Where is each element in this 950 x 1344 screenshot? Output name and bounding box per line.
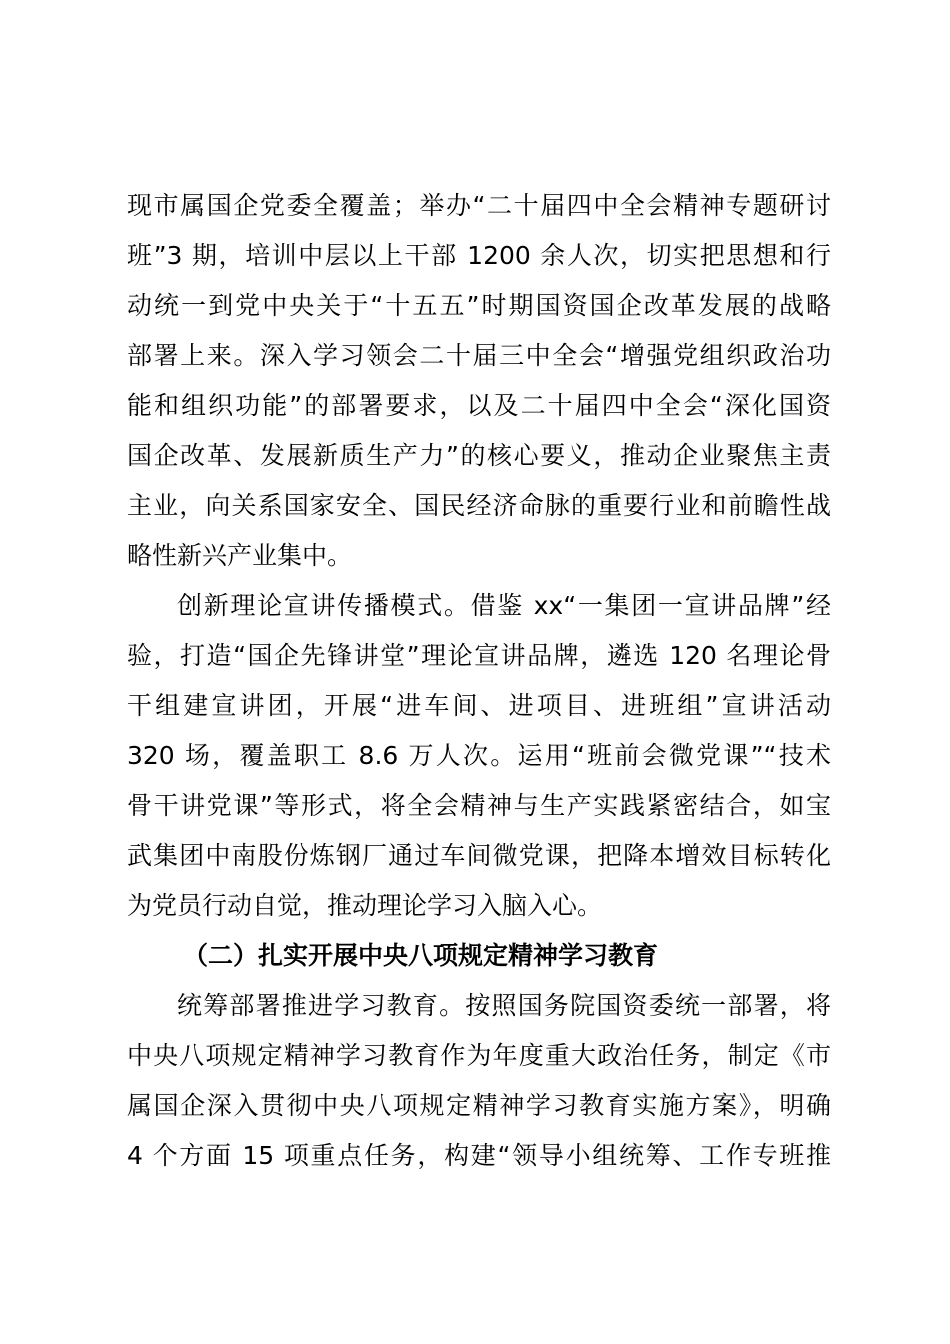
paragraph-1-line-8: 略性新兴产业集中。 xyxy=(127,541,353,570)
paragraph-1-line-7: 主业，向关系国家安全、国民经济命脉的重要行业和前瞻性战 xyxy=(127,491,831,520)
paragraph-2-line-6: 武集团中南股份炼钢厂通过车间微党课，把降本增效目标转化 xyxy=(127,841,831,870)
paragraph-3-line-2: 中央八项规定精神学习教育作为年度重大政治任务，制定《市 xyxy=(127,1041,831,1070)
paragraph-1-line-3: 动统一到党中央关于“十五五”时期国资国企改革发展的战略 xyxy=(127,291,831,320)
paragraph-2-line-1: 创新理论宣讲传播模式。借鉴 xx“一集团一宣讲品牌”经 xyxy=(177,591,831,620)
paragraph-2-line-2: 验，打造“国企先锋讲堂”理论宣讲品牌，遴选 120 名理论骨 xyxy=(127,641,831,670)
paragraph-3-line-1: 统筹部署推进学习教育。按照国务院国资委统一部署，将 xyxy=(177,991,831,1020)
paragraph-3-line-3: 属国企深入贯彻中央八项规定精神学习教育实施方案》，明确 xyxy=(127,1091,831,1120)
paragraph-2-line-5: 骨干讲党课”等形式，将全会精神与生产实践紧密结合，如宝 xyxy=(127,791,831,820)
paragraph-1-line-2: 班”3 期，培训中层以上干部 1200 余人次，切实把思想和行 xyxy=(127,241,831,270)
paragraph-2-line-3: 干组建宣讲团，开展“进车间、进项目、进班组”宣讲活动 xyxy=(127,691,831,720)
paragraph-1-line-6: 国企改革、发展新质生产力”的核心要义，推动企业聚焦主责 xyxy=(127,441,831,470)
paragraph-2-line-7: 为党员行动自觉，推动理论学习入脑入心。 xyxy=(127,891,603,920)
paragraph-1-line-1: 现市属国企党委全覆盖；举办“二十届四中全会精神专题研讨 xyxy=(127,191,831,220)
paragraph-2-line-4: 320 场，覆盖职工 8.6 万人次。运用“班前会微党课”“技术 xyxy=(127,741,831,770)
paragraph-3-line-4: 4 个方面 15 项重点任务，构建“领导小组统筹、工作专班推 xyxy=(127,1141,831,1170)
section-heading: （二）扎实开展中央八项规定精神学习教育 xyxy=(183,941,659,970)
paragraph-1-line-5: 能和组织功能”的部署要求，以及二十届四中全会“深化国资 xyxy=(127,391,831,420)
paragraph-1-line-4: 部署上来。深入学习领会二十届三中全会“增强党组织政治功 xyxy=(127,341,831,370)
